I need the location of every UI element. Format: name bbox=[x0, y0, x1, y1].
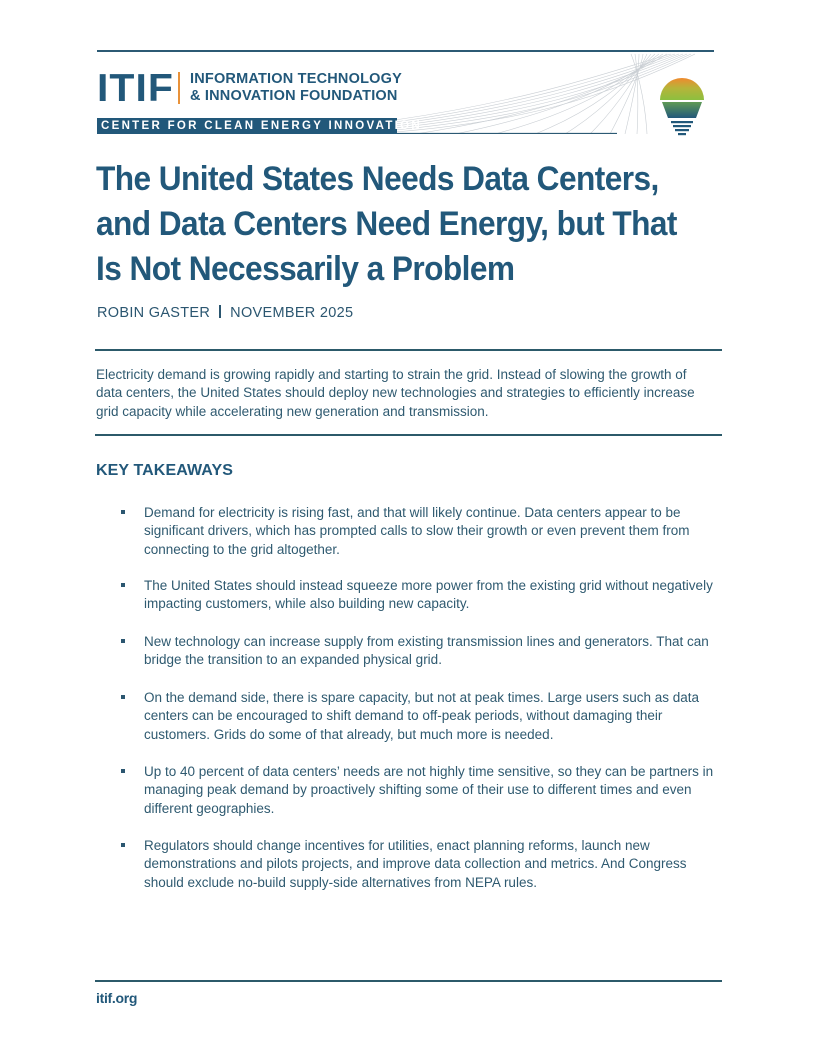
abstract-top-rule bbox=[95, 349, 722, 351]
author-name: ROBIN GASTER bbox=[97, 305, 211, 321]
takeaway-text: Demand for electricity is rising fast, and that will likely continue. Data centers appear to be significant drivers, which has prompted calls to slow their growth or even prevent them from connecting to the grid altogether. bbox=[144, 505, 690, 557]
lightbulb-icon bbox=[656, 60, 708, 136]
org-name-line-2: & INNOVATION FOUNDATION bbox=[190, 88, 398, 104]
takeaway-text: Up to 40 percent of data centers’ needs are not highly time sensitive, so they can be partners in managing peak demand by proactively shifting some of their use to different times and even different geographies. bbox=[144, 764, 714, 816]
organization-name bbox=[190, 71, 402, 105]
bullet-icon bbox=[121, 843, 125, 847]
byline bbox=[97, 305, 353, 321]
bullet-icon bbox=[121, 639, 125, 643]
key-takeaways-heading: KEY TAKEAWAYS bbox=[96, 462, 234, 479]
website-link[interactable]: itif.org bbox=[96, 990, 138, 1006]
takeaway-text: Regulators should change incentives for utilities, enact planning reforms, launch new demonstrations and pilots projects, and improve data collection and metrics. And Congress should exclude no-build supply-side alternatives from NEPA rules. bbox=[144, 838, 687, 890]
bullet-icon bbox=[121, 695, 125, 699]
bullet-icon bbox=[121, 510, 125, 514]
bullet-icon bbox=[121, 583, 125, 587]
logo-divider bbox=[178, 72, 180, 104]
org-name-line-1: INFORMATION TECHNOLOGY bbox=[190, 71, 402, 87]
logo-mark: ITIF bbox=[97, 67, 174, 110]
abstract-bottom-rule bbox=[95, 434, 722, 436]
footer-rule bbox=[95, 980, 722, 982]
line-sweep-graphic bbox=[395, 52, 695, 134]
byline-divider bbox=[219, 305, 221, 318]
takeaway-text: On the demand side, there is spare capacity, but not at peak times. Large users such as data centers can be encouraged to shift demand to off-peak periods, without damaging their customers. Grids do some of that already, but much more is needed. bbox=[144, 690, 700, 742]
publication-date: NOVEMBER 2025 bbox=[230, 305, 354, 321]
center-banner: CENTER FOR CLEAN ENERGY INNOVATION bbox=[97, 118, 397, 134]
takeaway-text: The United States should instead squeeze more power from the existing grid without negatively impacting customers, while also building new capacity. bbox=[144, 578, 713, 612]
bullet-icon bbox=[121, 769, 125, 773]
abstract-text: Electricity demand is growing rapidly and starting to strain the grid. Instead of slowing the growth of data centers, the United States should deploy new technologies and strategies to efficiently increase grid capacity while accelerating new generation and transmission. bbox=[96, 367, 695, 419]
takeaway-text: New technology can increase supply from existing transmission lines and generators. That can bridge the transition to an expanded physical grid. bbox=[144, 634, 709, 668]
document-title: The United States Needs Data Centers, and Data Centers Need Energy, but That Is Not Necessarily a Problem bbox=[96, 160, 677, 288]
